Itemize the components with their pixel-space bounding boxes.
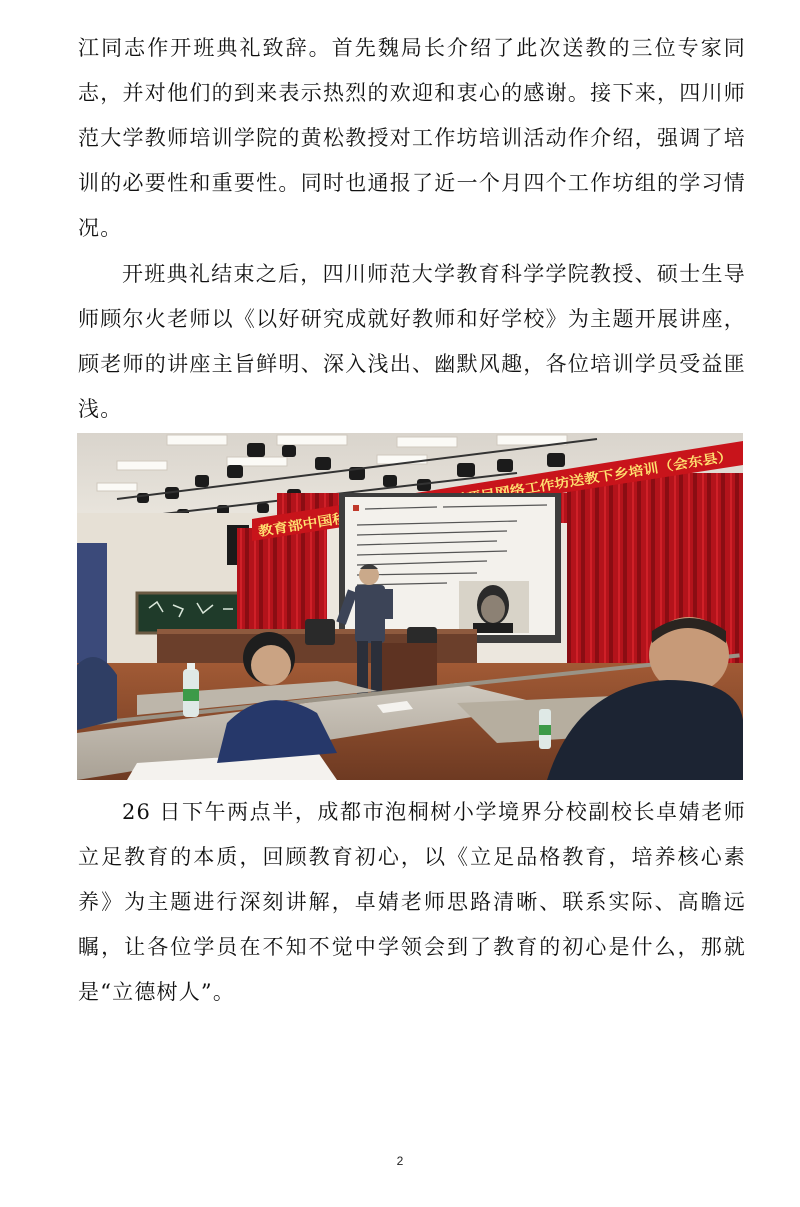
- paragraph-lecture-gu: 开班典礼结束之后，四川师范大学教育科学学院教授、硕士生导师顾尔火老师以《以好研究成就好教师和好学校》为主题开展讲座，顾老师的讲座主旨鲜明、深入浅出、幽默风趣，各位培训学员受益匪浅。: [78, 262, 746, 421]
- lecture-photo: [77, 433, 743, 780]
- page-number: 2: [396, 1154, 404, 1168]
- paragraph-opening-ceremony: 江同志作开班典礼致辞。首先魏局长介绍了此次送教的三位专家同志，并对他们的到来表示热烈的欢迎和衷心的感谢。接下来，四川师范大学教师培训学院的黄松教授对工作坊培训活动作介绍，强调了培训的必要性和重要性。同时也通报了近一个月四个工作坊组的学习情况。: [78, 36, 746, 240]
- paragraph-lecture-zhuo: 26 日下午两点半，成都市泡桐树小学境界分校副校长卓婧老师立足教育的本质，回顾教育初心，以《立足品格教育，培养核心素养》为主题进行深刻讲解，卓婧老师思路清晰、联系实际、高瞻远瞩，让各位学员在不知不觉中学领会到了教育的初心是什么，那就是“立德树人”。: [78, 800, 746, 1004]
